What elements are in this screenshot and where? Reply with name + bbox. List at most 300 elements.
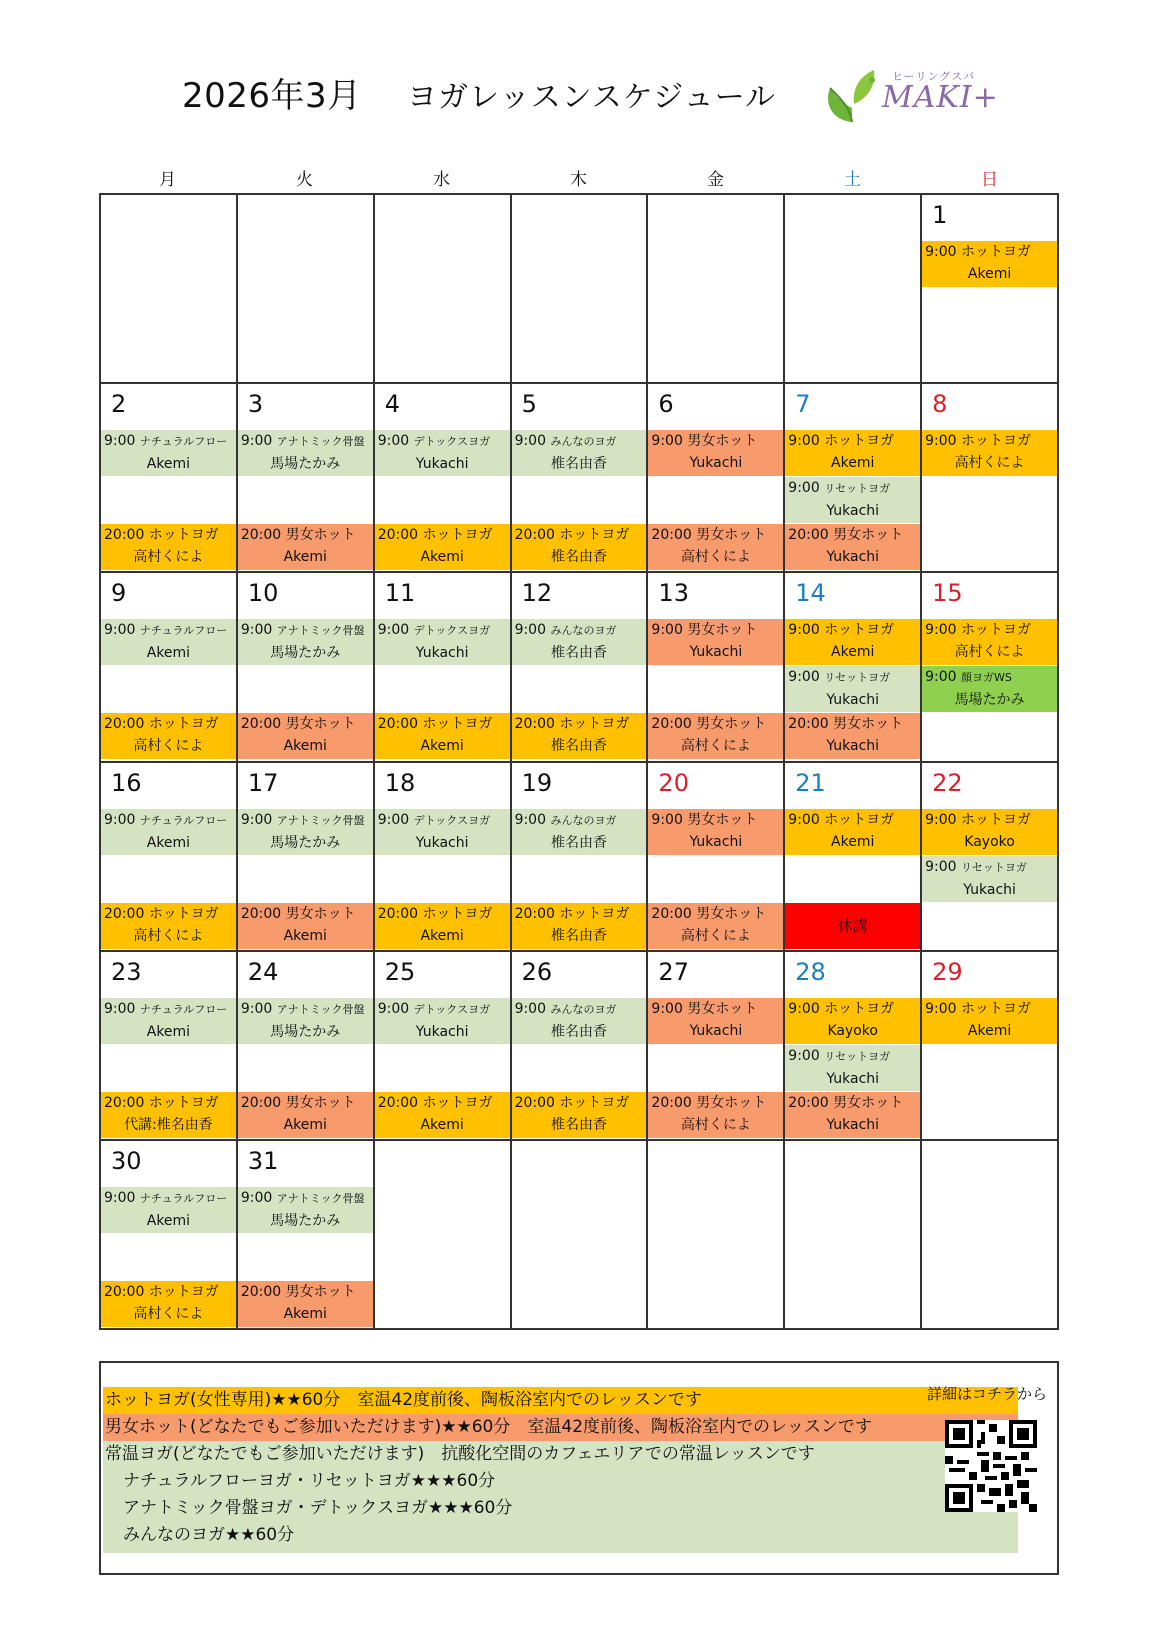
- lesson-time: 9:00: [925, 433, 957, 450]
- lesson-time: 20:00: [514, 905, 555, 922]
- day-cell: [101, 573, 238, 762]
- lesson-time: 20:00: [514, 716, 555, 733]
- lesson-slot: [238, 713, 373, 759]
- lesson-time: 9:00: [651, 1000, 683, 1017]
- day-cell: [375, 573, 512, 762]
- lesson-heading: [785, 809, 920, 831]
- lesson-name: みんなのヨガ: [550, 435, 617, 449]
- day-number: 3: [247, 390, 264, 419]
- lesson-time: 20:00: [240, 527, 282, 544]
- lesson-slot: [512, 619, 647, 665]
- day-number: 13: [658, 579, 689, 608]
- lesson-teacher: Akemi: [146, 456, 191, 473]
- day-cell: [375, 763, 512, 952]
- day-number: 30: [111, 1146, 142, 1175]
- lesson-teacher: 椎名由香: [550, 834, 607, 851]
- lesson-name: 男女ホット: [833, 1094, 904, 1111]
- lesson-slot: [101, 1187, 236, 1233]
- lesson-name: ホットヨガ: [824, 622, 895, 639]
- day-number: 22: [932, 768, 963, 797]
- day-cell: [648, 384, 785, 573]
- lesson-name: デトックスヨガ: [413, 624, 491, 638]
- lesson-name: 男女ホット: [285, 905, 356, 922]
- lesson-teacher: Yukachi: [415, 456, 469, 473]
- lesson-name: 男女ホット: [285, 527, 356, 544]
- empty-day-cell: [785, 1141, 922, 1330]
- day-number: 25: [384, 957, 416, 986]
- day-cell: [922, 952, 1059, 1141]
- day-number: 24: [247, 957, 279, 986]
- lesson-slot: [101, 809, 236, 855]
- weekday-label: 木: [570, 170, 587, 190]
- lesson-teacher: Akemi: [283, 927, 327, 944]
- lesson-name: アナトミック骨盤: [276, 813, 365, 827]
- lesson-slot: [512, 1092, 647, 1138]
- leaf-logo-icon: [822, 64, 882, 126]
- lesson-name: 男女ホット: [687, 811, 758, 828]
- lesson-name: ホットヨガ: [422, 905, 493, 922]
- lesson-slot: [512, 903, 647, 949]
- lesson-teacher: 馬場たかみ: [954, 692, 1025, 709]
- lesson-time: 20:00: [651, 716, 692, 733]
- lesson-heading: [238, 903, 373, 925]
- lesson-name: ホットヨガ: [559, 905, 630, 922]
- day-number: 14: [795, 579, 826, 608]
- lesson-time: 9:00: [377, 433, 410, 450]
- day-cell: [238, 763, 375, 952]
- lesson-slot: [101, 619, 236, 665]
- day-cell: [101, 952, 238, 1141]
- day-cell: [648, 952, 785, 1141]
- lesson-time: 20:00: [651, 1094, 692, 1111]
- lesson-heading: [512, 1092, 647, 1114]
- lesson-time: 9:00: [925, 669, 957, 686]
- lesson-name: アナトミック骨盤: [276, 1002, 365, 1016]
- lesson-name: 男女ホット: [833, 716, 904, 733]
- lesson-slot: [512, 430, 647, 476]
- day-cell: [238, 573, 375, 762]
- empty-day-cell: [512, 1141, 649, 1330]
- lesson-time: 20:00: [240, 1283, 282, 1300]
- day-cell: [512, 573, 649, 762]
- day-cell: [922, 384, 1059, 573]
- lesson-slot: [101, 713, 236, 759]
- lesson-heading: [512, 809, 647, 832]
- day-cell: [785, 384, 922, 573]
- lesson-teacher: Akemi: [831, 833, 875, 850]
- lesson-teacher: 馬場たかみ: [270, 1023, 341, 1040]
- lesson-slot: [922, 666, 1057, 712]
- lesson-slot: [785, 666, 920, 712]
- lesson-time: 9:00: [651, 811, 683, 828]
- day-cell: [648, 573, 785, 762]
- lesson-name: ホットヨガ: [148, 1283, 219, 1300]
- lesson-time: 20:00: [377, 716, 419, 733]
- lesson-slot: [785, 809, 920, 855]
- weekday-label: 土: [844, 170, 861, 190]
- day-cell: [922, 763, 1059, 952]
- lesson-heading: [648, 998, 783, 1020]
- lesson-time: 20:00: [514, 1094, 555, 1111]
- day-number: 18: [384, 768, 416, 797]
- lesson-time: 9:00: [514, 622, 547, 639]
- legend-sub-1: ナチュラルフローヨガ・リセットヨガ★★★60分: [123, 1471, 496, 1491]
- lesson-time: 20:00: [104, 527, 145, 544]
- lesson-slot: [238, 524, 373, 570]
- lesson-name: ナチュラルフロー: [139, 813, 228, 827]
- lesson-name: 男女ホット: [285, 1283, 356, 1300]
- lesson-time: 9:00: [240, 1189, 273, 1206]
- qr-code-icon[interactable]: [945, 1420, 1037, 1512]
- lesson-time: 20:00: [377, 527, 419, 544]
- lesson-slot: [648, 524, 783, 570]
- lesson-teacher: Akemi: [420, 927, 464, 944]
- weekday-label: 火: [296, 170, 313, 190]
- lesson-time: 20:00: [104, 716, 145, 733]
- lesson-name: デトックスヨガ: [413, 435, 491, 449]
- lesson-slot: [785, 1045, 920, 1091]
- lesson-teacher: 椎名由香: [550, 645, 607, 662]
- lesson-heading: [512, 619, 647, 642]
- lesson-time: 9:00: [377, 622, 410, 639]
- lesson-name: ホットヨガ: [961, 811, 1032, 828]
- empty-day-cell: [238, 195, 375, 384]
- lesson-slot: [101, 903, 236, 949]
- lesson-time: 9:00: [925, 244, 957, 260]
- lesson-name: 顔ヨガWS: [961, 671, 1012, 685]
- day-cell: [238, 1141, 375, 1330]
- day-number: 29: [932, 957, 963, 986]
- lesson-time: 20:00: [377, 905, 419, 922]
- lesson-heading: [922, 430, 1057, 452]
- lesson-teacher: Kayoko: [827, 1022, 878, 1039]
- lesson-heading: [785, 524, 920, 546]
- lesson-slot: [101, 1092, 236, 1138]
- lesson-heading: [922, 619, 1057, 641]
- lesson-teacher: Akemi: [420, 1116, 464, 1133]
- day-number: 8: [932, 390, 948, 419]
- lesson-teacher: 高村くによ: [954, 455, 1025, 472]
- lesson-heading: [512, 713, 647, 735]
- page-title: 2026年3月: [182, 76, 362, 116]
- lesson-heading: [238, 619, 373, 642]
- lesson-heading: [648, 713, 783, 735]
- lesson-teacher: 椎名由香: [550, 456, 607, 473]
- lesson-time: 20:00: [651, 527, 692, 544]
- lesson-heading: [785, 1045, 920, 1068]
- lesson-teacher: Akemi: [831, 455, 875, 472]
- day-number: 7: [795, 390, 811, 419]
- lesson-name: ホットヨガ: [559, 527, 630, 544]
- lesson-name: ホットヨガ: [824, 1000, 895, 1017]
- lesson-time: 9:00: [377, 1000, 410, 1017]
- day-cell: [375, 952, 512, 1141]
- lesson-heading: [512, 903, 647, 925]
- day-number: 1: [932, 201, 948, 229]
- lesson-teacher: Yukachi: [963, 881, 1016, 898]
- lesson-teacher: 椎名由香: [550, 738, 607, 755]
- lesson-name: 男女ホット: [687, 433, 758, 450]
- lesson-time: 9:00: [788, 669, 820, 686]
- lesson-time: 20:00: [788, 527, 829, 544]
- lesson-heading: [922, 666, 1057, 689]
- day-cell: [512, 384, 649, 573]
- lesson-slot: [922, 241, 1057, 287]
- lesson-slot: [512, 713, 647, 759]
- lesson-heading: [785, 619, 920, 641]
- lesson-time: 9:00: [651, 622, 683, 639]
- lesson-teacher: 椎名由香: [550, 549, 607, 566]
- lesson-teacher: 高村くによ: [680, 1116, 751, 1133]
- day-number: 26: [521, 957, 553, 986]
- lesson-teacher: Akemi: [146, 1212, 191, 1229]
- lesson-slot: [375, 998, 510, 1044]
- lesson-teacher: Akemi: [420, 549, 464, 566]
- lesson-heading: [922, 809, 1057, 831]
- empty-day-cell: [922, 1141, 1059, 1330]
- lesson-teacher: Yukachi: [826, 549, 880, 566]
- day-cell: [922, 195, 1059, 384]
- lesson-teacher: Yukachi: [689, 644, 743, 661]
- empty-day-cell: [648, 195, 785, 384]
- lesson-name: 男女ホット: [696, 905, 767, 922]
- lesson-name: アナトミック骨盤: [276, 624, 365, 638]
- lesson-heading: [238, 1281, 373, 1303]
- lesson-time: 20:00: [788, 1094, 829, 1111]
- lesson-teacher: 高村くによ: [133, 738, 204, 755]
- lesson-heading: [238, 524, 373, 546]
- lesson-name: 男女ホット: [285, 716, 356, 733]
- day-number: 12: [521, 579, 553, 608]
- day-cell: [785, 573, 922, 762]
- lesson-name: ホットヨガ: [961, 244, 1032, 260]
- lesson-time: 20:00: [788, 716, 829, 733]
- lesson-slot: [512, 998, 647, 1044]
- day-cell: [375, 384, 512, 573]
- day-cell: [785, 952, 922, 1141]
- lesson-time: 20:00: [240, 905, 282, 922]
- day-cell: [101, 763, 238, 952]
- lesson-teacher: Yukachi: [689, 833, 743, 850]
- legend-mix: 男女ホット(どなたでもご参加いただけます)★★60分 室温42度前後、陶板浴室内でのレッスンです: [103, 1414, 1018, 1441]
- lesson-time: 9:00: [104, 811, 136, 828]
- lesson-time: 9:00: [240, 1000, 273, 1017]
- lesson-heading: [785, 998, 920, 1020]
- lesson-slot: [375, 619, 510, 665]
- lesson-name: リセットヨガ: [961, 860, 1027, 874]
- lesson-slot: [648, 619, 783, 665]
- lesson-heading: [101, 430, 236, 453]
- lesson-slot: [238, 1092, 373, 1138]
- day-cell: [101, 1141, 238, 1330]
- lesson-heading: [512, 430, 647, 453]
- lesson-name: 男女ホット: [696, 527, 767, 544]
- lesson-teacher: Yukachi: [826, 503, 880, 520]
- legend-hot: ホットヨガ(女性専用)★★60分 室温42度前後、陶板浴室内でのレッスンです: [103, 1387, 1018, 1414]
- lesson-teacher: Akemi: [283, 1116, 327, 1133]
- lesson-time: 20:00: [104, 1094, 145, 1111]
- lesson-name: ナチュラルフロー: [139, 624, 228, 638]
- day-cell: [785, 763, 922, 952]
- lesson-slot: [648, 809, 783, 855]
- day-number: 28: [795, 957, 826, 986]
- lesson-name: ホットヨガ: [824, 433, 895, 450]
- lesson-slot: [238, 1187, 373, 1233]
- lesson-time: 9:00: [377, 811, 410, 828]
- lesson-name: ホットヨガ: [422, 716, 493, 733]
- lesson-name: リセットヨガ: [824, 1049, 891, 1063]
- lesson-slot: [922, 430, 1057, 476]
- lesson-slot: [375, 430, 510, 476]
- lesson-heading: [785, 430, 920, 452]
- empty-day-cell: [512, 195, 649, 384]
- lesson-slot: [648, 903, 783, 949]
- lesson-heading: [648, 430, 783, 452]
- lesson-name: ホットヨガ: [559, 1094, 630, 1111]
- lesson-slot: [101, 998, 236, 1044]
- lesson-time: 9:00: [925, 858, 957, 875]
- lesson-teacher: Akemi: [146, 645, 191, 662]
- lesson-heading: [238, 1092, 373, 1114]
- lesson-name: ナチュラルフロー: [139, 1002, 228, 1016]
- lesson-name: ナチュラルフロー: [139, 1191, 228, 1205]
- lesson-teacher: Akemi: [283, 549, 327, 566]
- lesson-time: 9:00: [514, 811, 547, 828]
- lesson-name: ホットヨガ: [148, 905, 219, 922]
- lesson-time: 9:00: [514, 433, 547, 450]
- lesson-slot: [922, 998, 1057, 1044]
- lesson-name: 男女ホット: [833, 527, 904, 544]
- lesson-heading: [512, 998, 647, 1021]
- lesson-name: ホットヨガ: [961, 1000, 1032, 1017]
- day-number: 16: [111, 768, 142, 797]
- lesson-teacher: Yukachi: [415, 1023, 469, 1040]
- lesson-heading: [922, 856, 1057, 879]
- day-number: 9: [111, 579, 127, 608]
- day-number: 31: [247, 1146, 279, 1175]
- day-cell: [101, 384, 238, 573]
- lesson-heading: [648, 1092, 783, 1114]
- day-number: 10: [247, 579, 279, 608]
- weekday-header: [99, 165, 1058, 190]
- lesson-slot: [785, 430, 920, 476]
- empty-day-cell: [785, 195, 922, 384]
- lesson-slot: [375, 524, 510, 570]
- lesson-heading: [922, 241, 1057, 263]
- lesson-slot: [512, 809, 647, 855]
- lesson-heading: [101, 619, 236, 642]
- lesson-slot: [375, 1092, 510, 1138]
- lesson-teacher: Yukachi: [689, 455, 743, 472]
- lesson-teacher: 馬場たかみ: [270, 834, 341, 851]
- lesson-time: 9:00: [240, 811, 273, 828]
- lesson-teacher: 高村くによ: [680, 738, 751, 755]
- lesson-heading: [785, 713, 920, 735]
- lesson-heading: [101, 809, 236, 832]
- lesson-name: ホットヨガ: [148, 716, 219, 733]
- lesson-slot: [512, 524, 647, 570]
- day-number: 2: [111, 390, 127, 419]
- lesson-name: ホットヨガ: [824, 811, 895, 828]
- lesson-heading: [922, 998, 1057, 1020]
- lesson-heading: [648, 809, 783, 831]
- lesson-heading: [101, 1281, 236, 1303]
- lesson-teacher: Akemi: [420, 738, 464, 755]
- weekday-label: 金: [707, 170, 724, 190]
- lesson-time: 9:00: [925, 811, 957, 828]
- lesson-name: リセットヨガ: [824, 482, 891, 496]
- lesson-slot: [785, 713, 920, 759]
- lesson-heading: [785, 666, 920, 689]
- lesson-slot: [101, 430, 236, 476]
- lesson-time: 9:00: [788, 1047, 820, 1064]
- lesson-teacher: Yukachi: [826, 1116, 880, 1133]
- lesson-slot: [238, 809, 373, 855]
- lesson-time: 9:00: [240, 433, 273, 450]
- lesson-slot: [785, 477, 920, 523]
- day-cell: [238, 384, 375, 573]
- lesson-teacher: Kayoko: [964, 833, 1015, 850]
- lesson-heading: [375, 1092, 510, 1114]
- day-number: 6: [658, 390, 674, 419]
- day-number: 27: [658, 957, 689, 986]
- legend-sub-3: みんなのヨガ★★60分: [123, 1525, 295, 1545]
- legend-normal: 常温ヨガ(どなたでもご参加いただけます) 抗酸化空間のカフェエリアでの常温レッスンです: [103, 1441, 1018, 1468]
- lesson-slot: [238, 430, 373, 476]
- cancelled-lesson: 休講: [785, 903, 920, 949]
- lesson-heading: [512, 524, 647, 546]
- lesson-heading: [375, 809, 510, 832]
- lesson-teacher: Yukachi: [689, 1022, 743, 1039]
- lesson-heading: [238, 809, 373, 832]
- lesson-time: 9:00: [104, 1189, 136, 1206]
- day-cell: [512, 952, 649, 1141]
- lesson-heading: [238, 430, 373, 453]
- lesson-slot: [648, 713, 783, 759]
- day-number: 4: [384, 390, 400, 419]
- lesson-name: ホットヨガ: [961, 622, 1032, 639]
- lesson-slot: [238, 903, 373, 949]
- legend-sub-2: アナトミック骨盤ヨガ・デトックスヨガ★★★60分: [123, 1498, 513, 1518]
- lesson-slot: [648, 1092, 783, 1138]
- lesson-heading: [375, 998, 510, 1021]
- lesson-name: ナチュラルフロー: [139, 435, 228, 449]
- lesson-heading: [238, 998, 373, 1021]
- day-cell: [238, 952, 375, 1141]
- lesson-time: 20:00: [240, 1094, 282, 1111]
- lesson-time: 9:00: [788, 622, 820, 639]
- lesson-time: 9:00: [651, 433, 683, 450]
- lesson-slot: [238, 1281, 373, 1327]
- lesson-time: 20:00: [104, 1283, 145, 1300]
- logo-kana: ヒーリングスパ: [892, 70, 976, 83]
- lesson-heading: [101, 713, 236, 735]
- lesson-teacher: Akemi: [146, 834, 191, 851]
- day-number: 20: [658, 768, 689, 797]
- lesson-time: 9:00: [788, 480, 820, 497]
- lesson-teacher: 高村くによ: [680, 927, 751, 944]
- lesson-teacher: Yukachi: [415, 645, 469, 662]
- lesson-heading: [785, 1092, 920, 1114]
- lesson-slot: [785, 998, 920, 1044]
- lesson-teacher: 椎名由香: [550, 1116, 607, 1133]
- lesson-teacher: Akemi: [831, 644, 875, 661]
- lesson-heading: [101, 998, 236, 1021]
- lesson-teacher: 馬場たかみ: [270, 1212, 341, 1229]
- day-number: 23: [111, 957, 142, 986]
- lesson-name: 男女ホット: [687, 622, 758, 639]
- lesson-slot: [785, 619, 920, 665]
